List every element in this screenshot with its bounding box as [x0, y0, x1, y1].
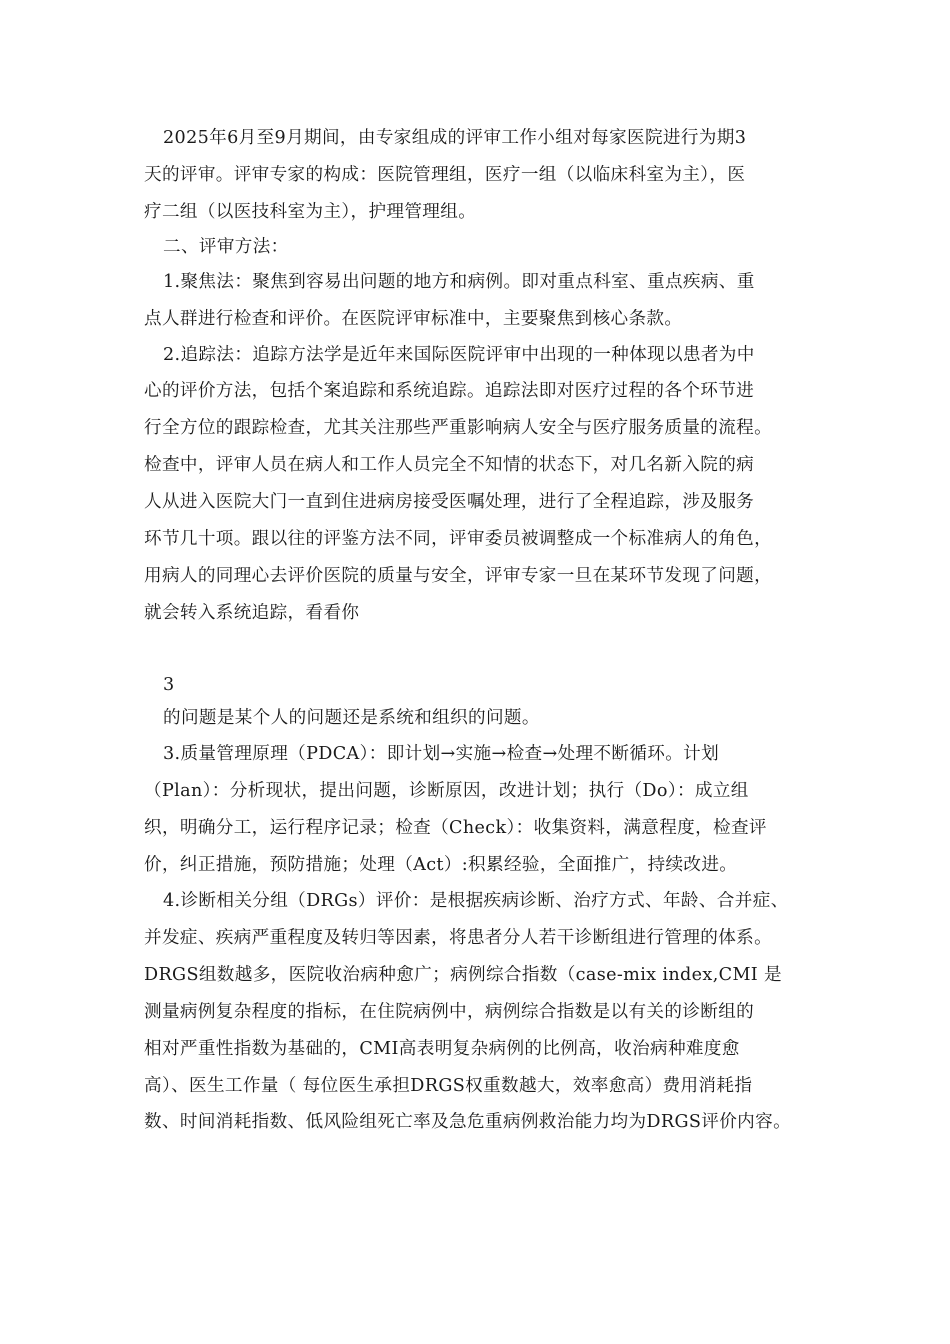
paragraph-line: 数、时间消耗指数、低风险组死亡率及急危重病例救治能力均为DRGS评价内容。 [144, 1112, 792, 1132]
paragraph-line: 高）、医生工作量（ 每位医生承担DRGS权重数越大，效率愈高）费用消耗指 [144, 1076, 753, 1096]
paragraph-line: 人从进入医院大门一直到住进病房接受医嘱处理，进行了全程追踪，涉及服务 [144, 492, 755, 512]
paragraph-line: 点人群进行检查和评价。在医院评审标准中，主要聚焦到核心条款。 [144, 309, 683, 329]
paragraph-line: （Plan）：分析现状，提出问题，诊断原因，改进计划；执行（Do）：成立组 [144, 781, 749, 801]
paragraph-line: 价，纠正措施，预防措施；处理（Act）:积累经验，全面推广，持续改进。 [144, 855, 738, 875]
paragraph-line: 环节几十项。跟以往的评鉴方法不同，评审委员被调整成一个标准病人的角色， [144, 529, 773, 549]
paragraph-line: 4.诊断相关分组（DRGs）评价：是根据疾病诊断、治疗方式、年龄、合并症、 [163, 891, 789, 911]
paragraph-line: 1.聚焦法：聚焦到容易出问题的地方和病例。即对重点科室、重点疾病、重 [163, 272, 755, 292]
paragraph-line: 并发症、疾病严重程度及转归等因素，将患者分人若干诊断组进行管理的体系。 [144, 928, 773, 948]
paragraph-line: 检查中，评审人员在病人和工作人员完全不知情的状态下，对几名新入院的病 [144, 455, 755, 475]
section-heading: 二、评审方法： [163, 237, 289, 257]
paragraph-line: 就会转入系统追踪，看看你 [144, 603, 360, 623]
page-number: 3 [163, 675, 175, 695]
paragraph-line: 织，明确分工，运行程序记录；检查（Check）：收集资料，满意程度，检查评 [144, 818, 767, 838]
paragraph-line: 行全方位的跟踪检查，尤其关注那些严重影响病人安全与医疗服务质量的流程。 [144, 418, 773, 438]
paragraph-line: 2025年6月至9月期间，由专家组成的评审工作小组对每家医院进行为期3 [163, 128, 747, 148]
paragraph-line: 测量病例复杂程度的指标，在住院病例中，病例综合指数是以有关的诊断组的 [144, 1002, 755, 1022]
paragraph-line: 相对严重性指数为基础的，CMI高表明复杂病例的比例高，收治病种难度愈 [144, 1039, 740, 1059]
paragraph-line: 天的评审。评审专家的构成：医院管理组，医疗一组（以临床科室为主），医 [144, 165, 746, 185]
paragraph-line: DRGS组数越多，医院收治病种愈广；病例综合指数（case-mix index,CMI 是 [144, 965, 782, 985]
paragraph-line: 用病人的同理心去评价医院的质量与安全，评审专家一旦在某环节发现了问题， [144, 566, 773, 586]
paragraph-line: 疗二组（以医技科室为主），护理管理组。 [144, 202, 477, 222]
paragraph-line: 2.追踪法：追踪方法学是近年来国际医院评审中出现的一种体现以患者为中 [163, 345, 755, 365]
paragraph-line: 心的评价方法，包括个案追踪和系统追踪。追踪法即对医疗过程的各个环节进 [144, 381, 755, 401]
paragraph-line: 的问题是某个人的问题还是系统和组织的问题。 [163, 708, 540, 728]
paragraph-line: 3.质量管理原理（PDCA）：即计划→实施→检查→处理不断循环。计划 [163, 744, 720, 764]
